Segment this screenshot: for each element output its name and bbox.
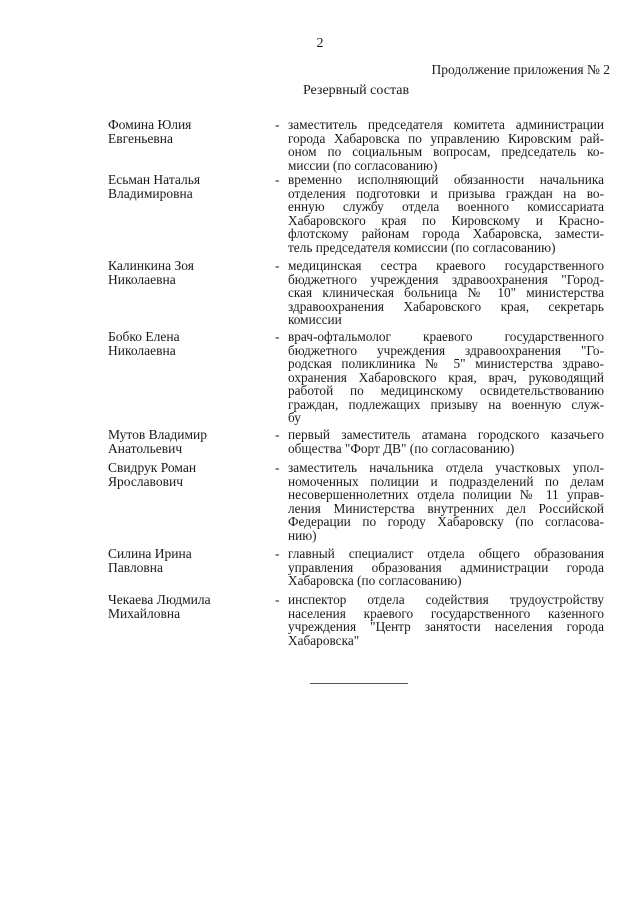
member-name	[108, 593, 258, 620]
member-role	[288, 547, 604, 588]
member-name	[108, 259, 258, 286]
member-role-line: Хабаровского края по Кировскому и Красно-	[288, 212, 604, 228]
member-role-line: медицинская сестра краевого государственного	[288, 258, 604, 273]
member-name-line: Владимировна	[108, 185, 193, 201]
member-role-line: несовершеннолетних отдела полиции № 11 управ-	[288, 487, 604, 502]
dash-separator: -	[275, 427, 280, 442]
member-name-line: Михайловна	[108, 605, 181, 621]
member-role	[288, 118, 604, 172]
member-role-line: учреждения "Центр занятости населения города	[288, 619, 604, 634]
page-number: 2	[316, 36, 324, 51]
member-name-line: Силина Ирина	[108, 546, 192, 561]
member-role-line: номоченных полиции и подразделений по делам	[288, 473, 604, 489]
member-role-line: комиссии	[288, 312, 342, 327]
member-role-line: заместитель начальника отдела участковых упол-	[288, 460, 604, 475]
member-name-line: Свидрук Роман	[108, 460, 197, 475]
member-role-line: флотскому районам города Хабаровска, замести-	[288, 226, 604, 241]
member-role	[288, 259, 604, 327]
member-name-line: Павловна	[108, 559, 164, 575]
member-role	[288, 593, 604, 647]
member-name	[108, 461, 258, 488]
member-role-line: родская поликлиника № 5" министерства здраво-	[288, 356, 604, 371]
member-name-line: Ярославович	[108, 473, 183, 489]
member-role-line: тель председателя комиссии (по согласованию)	[288, 239, 556, 255]
dash-separator: -	[275, 117, 280, 132]
member-name-line: Чекаева Людмила	[108, 592, 211, 607]
member-role	[288, 461, 604, 542]
member-name-line: Мутов Владимир	[108, 427, 207, 442]
member-role-line: граждан, подлежащих призыву на военную служ-	[288, 396, 604, 412]
dash-separator: -	[275, 592, 280, 607]
appendix-note: Продолжение приложения № 2	[431, 62, 610, 77]
member-name	[108, 547, 258, 574]
member-role-line: первый заместитель атамана городского казачьего	[288, 427, 604, 442]
member-name-line: Есьман Наталья	[108, 172, 201, 187]
member-role-line: Хабаровска (по согласованию)	[288, 573, 462, 588]
member-name-line: Калинкина Зоя	[108, 258, 194, 273]
member-role-line: бюджетного учреждения здравоохранения "Го-	[288, 342, 604, 358]
member-role-line: Хабаровска"	[288, 632, 360, 648]
member-name-line: Фомина Юлия	[108, 117, 192, 132]
member-role-line: Федерации по городу Хабаровску (по согласова-	[288, 514, 604, 529]
member-role-line: отделения подготовки и призыва граждан на во-	[288, 185, 604, 201]
dash-separator: -	[275, 329, 280, 344]
member-role-line: енную службу отдела военного комиссариата	[288, 199, 604, 214]
member-name-line: Анатольевич	[108, 440, 183, 456]
member-name-line: Бобко Елена	[108, 329, 180, 344]
member-name	[108, 118, 258, 145]
member-role-line: управления образования администрации города	[288, 559, 604, 575]
member-role-line: города Хабаровска по управлению Кировским рай-	[288, 130, 604, 146]
member-role-line: миссии (по согласованию)	[288, 157, 438, 173]
member-role-line: инспектор отдела содействия трудоустройству	[288, 592, 604, 607]
member-name	[108, 330, 258, 357]
member-role	[288, 173, 604, 254]
member-role-line: ления Министерства внутренних дел Российской	[288, 500, 604, 516]
member-name	[108, 428, 258, 455]
member-role-line: общества "Форт ДВ" (по согласованию)	[288, 440, 515, 456]
member-name	[108, 173, 258, 200]
member-role-line: нию)	[288, 527, 317, 543]
dash-separator: -	[275, 258, 280, 273]
member-role-line: бу	[288, 410, 301, 425]
member-role	[288, 330, 604, 425]
member-role-line: бюджетного учреждения здравоохранения "Город-	[288, 271, 604, 287]
member-role-line: главный специалист отдела общего образования	[288, 546, 604, 561]
member-name-line: Николаевна	[108, 271, 176, 287]
member-role-line: ская клиническая больница № 10" министерства	[288, 285, 604, 300]
member-role	[288, 428, 604, 455]
member-role-line: населения краевого государственного казенного	[288, 605, 604, 621]
dash-separator: -	[275, 172, 280, 187]
dash-separator: -	[275, 460, 280, 475]
member-name-line: Николаевна	[108, 342, 176, 358]
section-title: Резервный состав	[302, 83, 410, 98]
member-name-line: Евгеньевна	[108, 130, 173, 146]
member-role-line: здравоохранения Хабаровского края, секретарь	[288, 298, 604, 314]
member-role-line: временно исполняющий обязанности начальника	[288, 172, 604, 187]
member-role-line: оном по социальным вопросам, председатель ко-	[288, 144, 604, 159]
member-role-line: работой по медицинскому освидетельствованию	[288, 383, 604, 398]
member-role-line: заместитель председателя комитета администрации	[288, 117, 604, 132]
member-role-line: охранения Хабаровского края, врач, руководящий	[288, 369, 604, 385]
member-role-line: врач-офтальмолог краевого государственного	[288, 329, 604, 344]
dash-separator: -	[275, 546, 280, 561]
end-separator	[310, 683, 408, 684]
